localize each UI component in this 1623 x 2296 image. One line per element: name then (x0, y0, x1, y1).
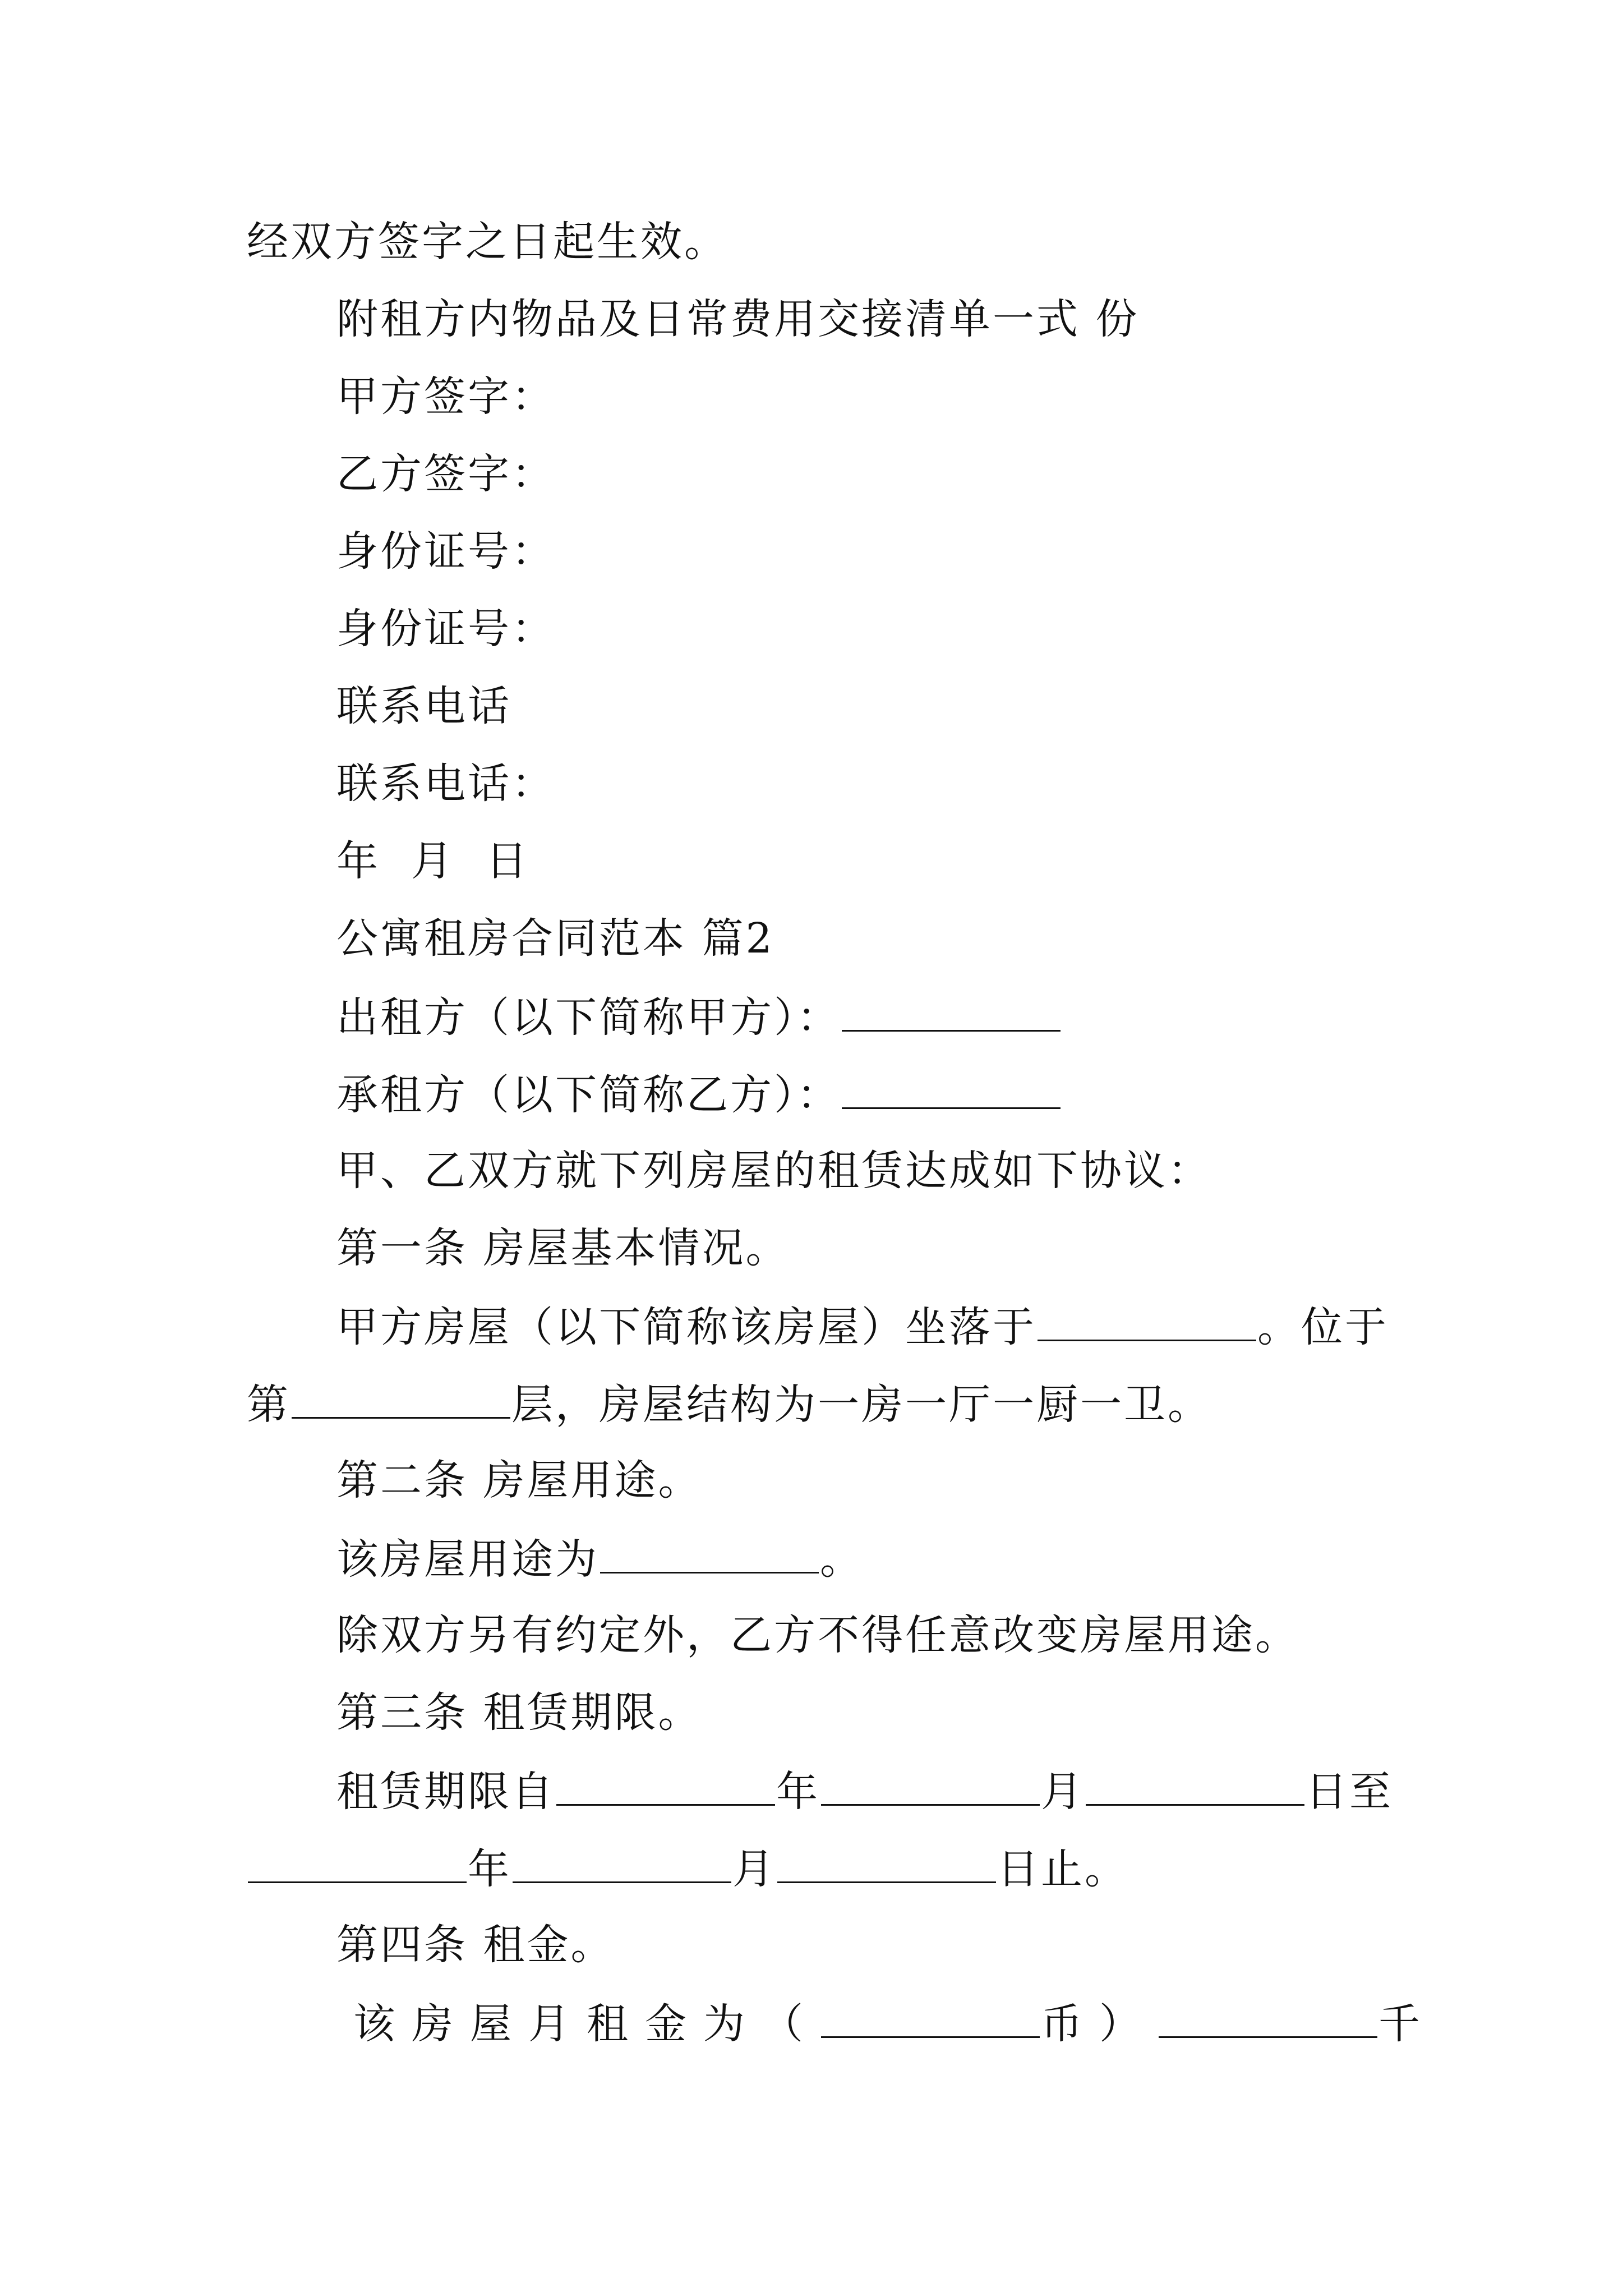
text-segment: 。 (820, 1535, 864, 1584)
section-heading: 公寓租房合同范本 篇2 (336, 914, 774, 963)
article-heading: 第四条 租金。 (336, 1921, 615, 1969)
text-segment: 层，房屋结构为一房一厅一厨一卫。 (511, 1381, 1211, 1429)
fill-blank (513, 1847, 731, 1883)
text-segment: 日至 (1306, 1768, 1393, 1816)
fill-blank (777, 1847, 996, 1883)
text-line (247, 1845, 1128, 1893)
text-line (336, 1768, 1393, 1816)
signature-label-party-a: 甲方签字： (336, 372, 555, 421)
fill-blank (842, 995, 1061, 1032)
text-line: 甲、乙双方就下列房屋的租赁达成如下协议： (336, 1147, 1211, 1195)
text-line (353, 2000, 1437, 2048)
text-line (247, 1381, 1211, 1429)
date-line: 年 月 日 (336, 837, 530, 885)
id-number-label: 身份证号： (336, 605, 555, 653)
article-heading: 第二条 房屋用途。 (336, 1456, 702, 1504)
text-segment: 该房屋月租金为（ (353, 2000, 820, 2048)
text-segment: 该房屋用途为 (336, 1535, 599, 1584)
fill-blank (600, 1537, 819, 1573)
fill-blank (1038, 1305, 1256, 1341)
text-line: 经双方签字之日起生效。 (247, 218, 728, 266)
text-segment: 千 (1378, 2000, 1437, 2048)
text-segment: 月 (1041, 1768, 1085, 1816)
fill-blank (1159, 2001, 1377, 2038)
lessor-line (336, 993, 1062, 1042)
text-line (336, 1303, 1389, 1351)
fill-blank (556, 1769, 775, 1806)
lessor-label: 出租方（以下简称甲方）： (336, 993, 841, 1042)
text-segment: 租赁期限自 (336, 1768, 555, 1816)
phone-label: 联系电话 (336, 682, 511, 730)
signature-label-party-b: 乙方签字： (336, 450, 555, 498)
text-segment: 甲方房屋（以下简称该房屋）坐落于 (336, 1303, 1036, 1351)
text-segment: 第 (247, 1381, 291, 1429)
article-heading: 第三条 租赁期限。 (336, 1688, 702, 1737)
text-segment: 年 (776, 1768, 820, 1816)
fill-blank (821, 2001, 1040, 2038)
phone-label: 联系电话： (336, 760, 555, 808)
fill-blank (292, 1382, 510, 1419)
fill-blank (248, 1847, 467, 1883)
fill-blank (821, 1769, 1040, 1806)
fill-blank (1086, 1769, 1304, 1806)
lessee-label: 承租方（以下简称乙方）： (336, 1071, 841, 1119)
text-segment: 年 (468, 1845, 511, 1893)
text-segment: 币） (1041, 2000, 1158, 2048)
article-heading: 第一条 房屋基本情况。 (336, 1224, 790, 1272)
text-line: 除双方另有约定外，乙方不得任意改变房屋用途。 (336, 1611, 1299, 1659)
lessee-line (336, 1071, 1062, 1119)
fill-blank (842, 1073, 1061, 1109)
text-line: 附租方内物品及日常费用交接清单一式 份 (336, 295, 1140, 343)
text-segment: 日止。 (997, 1845, 1128, 1893)
id-number-label: 身份证号： (336, 527, 555, 576)
text-segment: 月 (732, 1845, 776, 1893)
text-line (336, 1535, 864, 1584)
text-segment: 。位于 (1257, 1303, 1389, 1351)
